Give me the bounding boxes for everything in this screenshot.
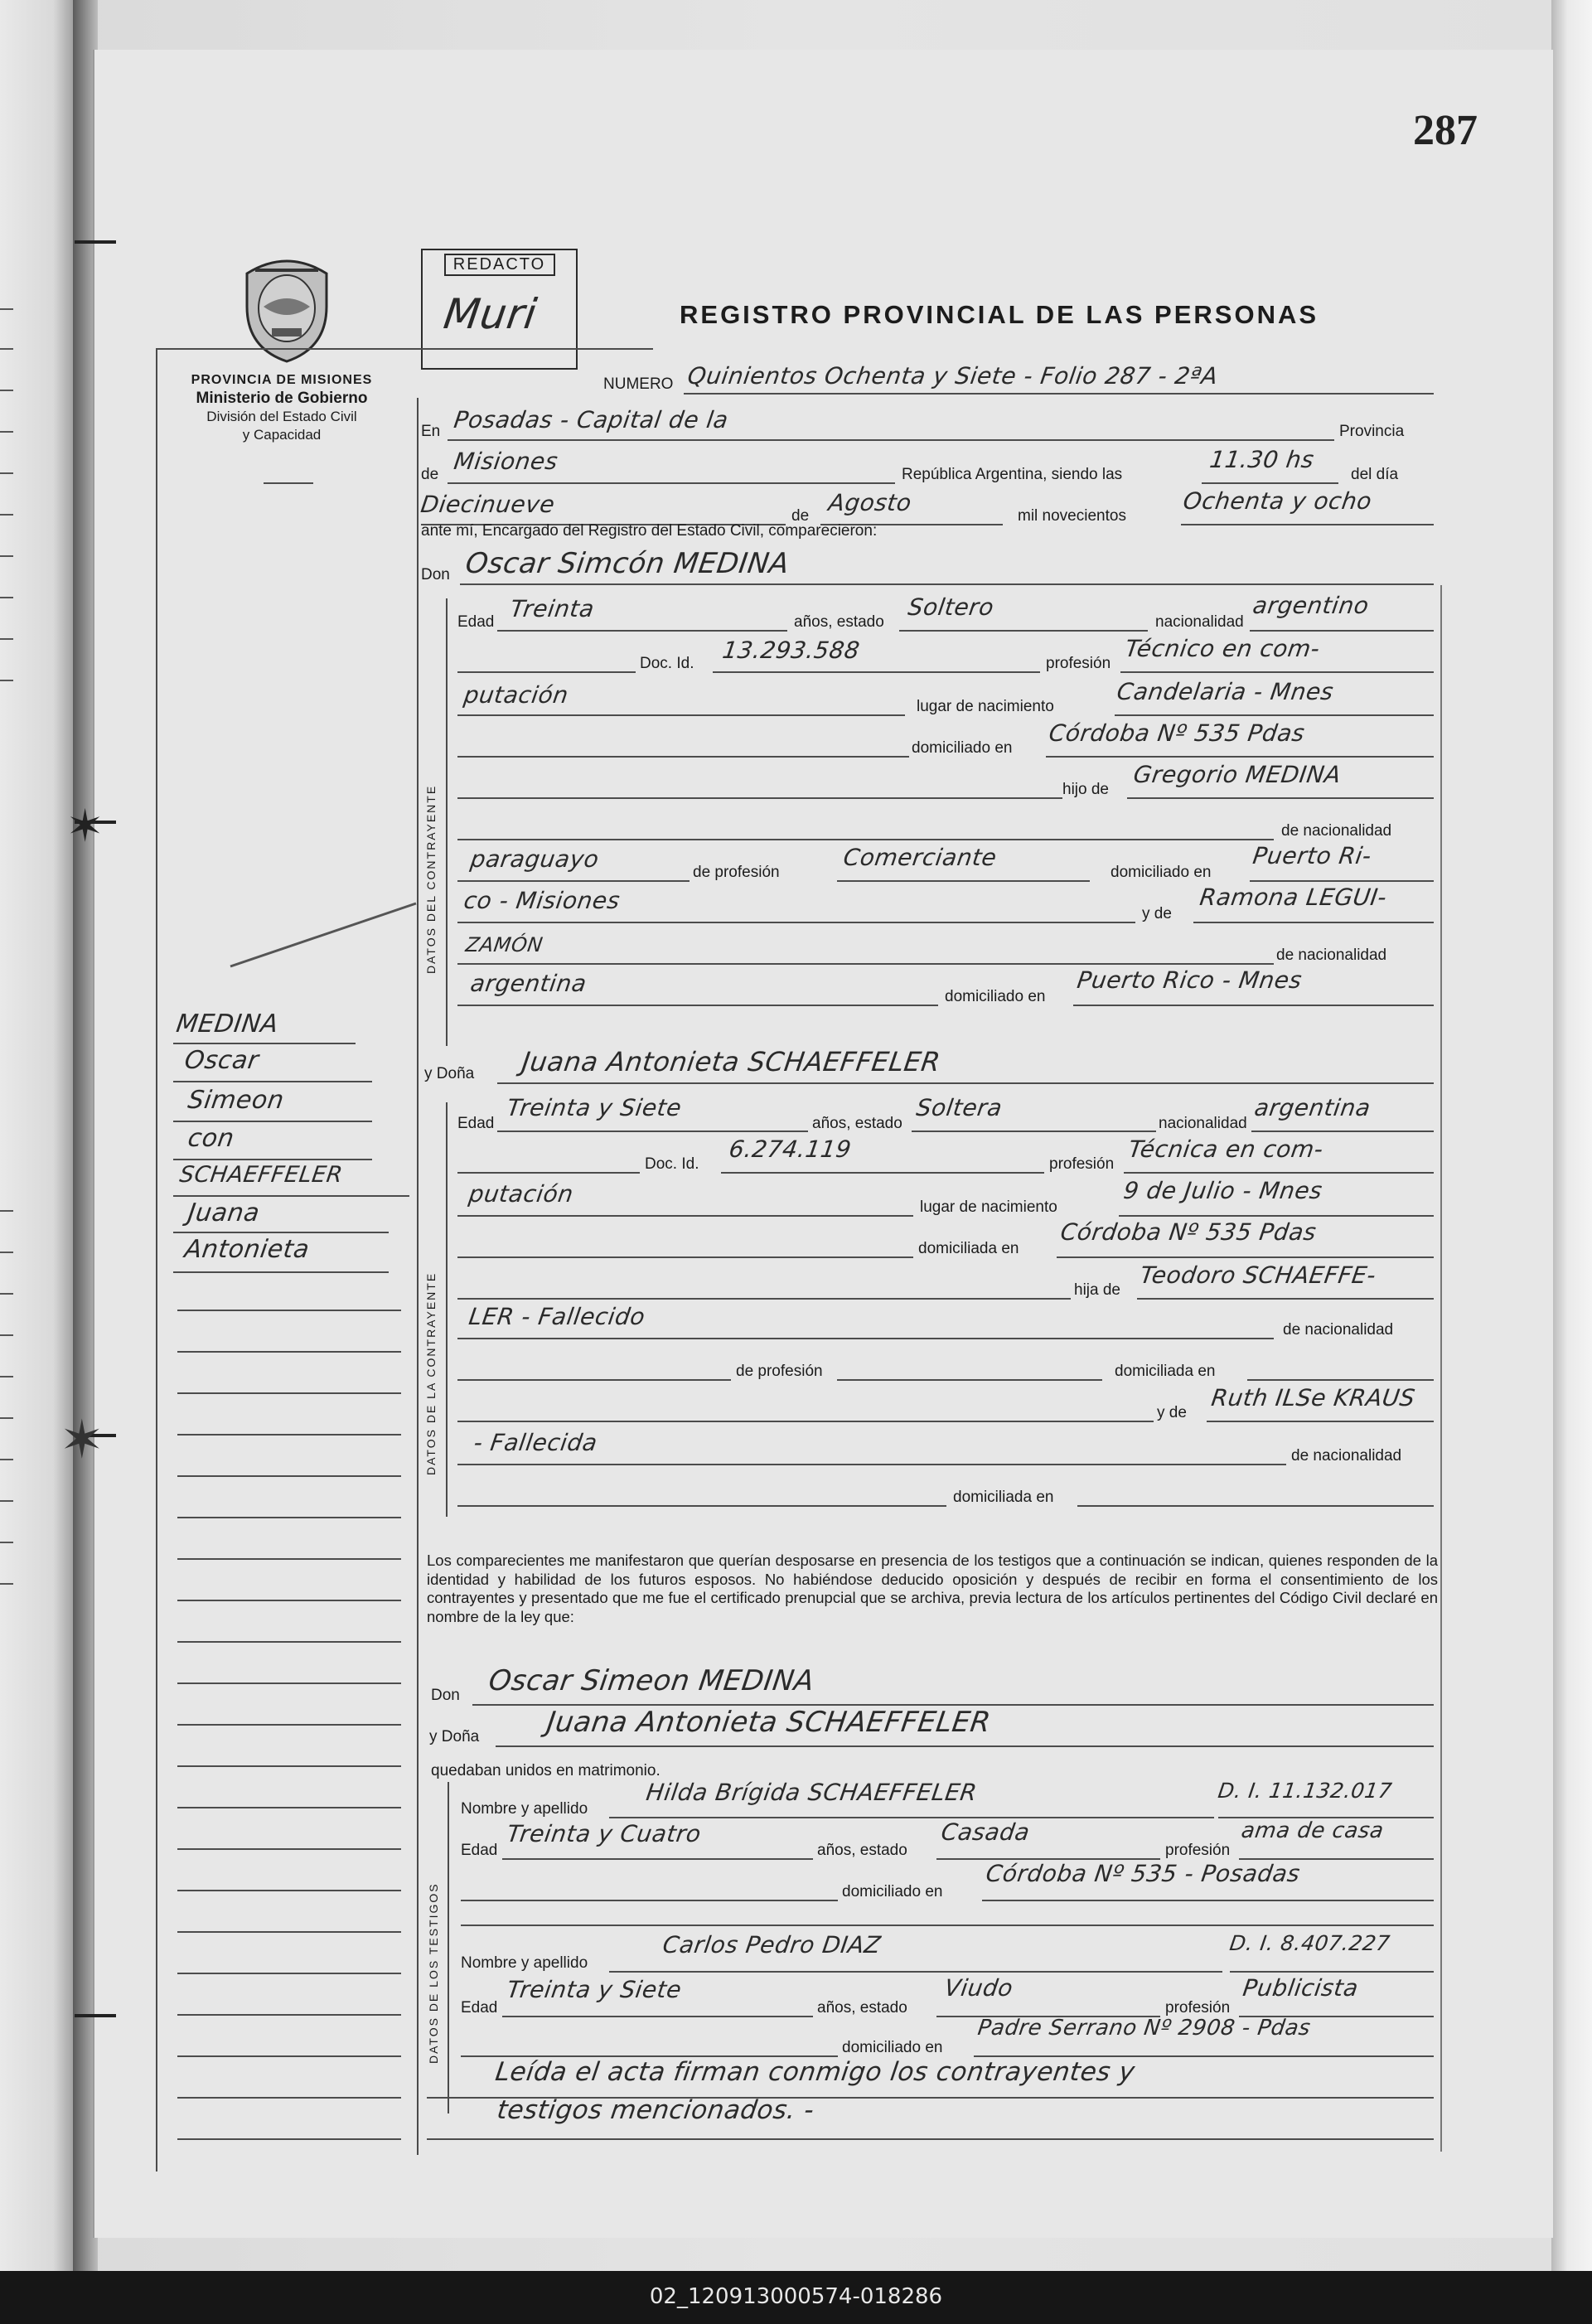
contrayente-padre-domicilio-1: Puerto Ri- [1251, 842, 1374, 869]
f-madre-y-de-label: y de [1157, 1404, 1187, 1421]
lugar-acta-value: Posadas - Capital de la [452, 406, 730, 433]
f-domicilio-prefix-line [457, 1256, 913, 1258]
f-hija-line [1137, 1298, 1434, 1300]
f-madre-prefix-line [457, 1421, 1154, 1422]
org-subdivision: y Capacidad [242, 427, 322, 443]
page-tick [0, 472, 13, 474]
contrayente-nombre: Oscar Simcón MEDINA [463, 547, 791, 580]
margin-rule [177, 2055, 401, 2057]
t2-edad-label: Edad [461, 1999, 498, 2017]
margin-note-line: Juana [186, 1198, 262, 1227]
t2-anios-estado-label: años, estado [817, 1999, 907, 2017]
f-doc-line [721, 1172, 1044, 1174]
page-tick [0, 1252, 13, 1253]
contrayente-edad: Treinta [508, 595, 597, 622]
testigo2-profesion: Publicista [1241, 1974, 1361, 2002]
t1-anios-estado-label: años, estado [817, 1842, 907, 1859]
margin-note-rule [173, 1271, 389, 1273]
lugar-nacimiento-label: lugar de nacimiento [917, 698, 1054, 715]
numero-label: NUMERO [603, 375, 674, 393]
f-lugar-line [1119, 1215, 1434, 1217]
header-rule [156, 348, 653, 350]
doc-label: Doc. Id. [640, 655, 694, 672]
margin-note-line: Oscar [182, 1046, 261, 1075]
right-margin-rule [1440, 585, 1442, 2152]
org-ministry: Ministerio de Gobierno [196, 390, 368, 407]
testigo1-profesion: ama de casa [1239, 1818, 1386, 1843]
decl-dona-line [496, 1745, 1434, 1747]
padre-dom-cont-line [457, 922, 1135, 923]
page-tick [0, 348, 13, 350]
scan-caption-bar [0, 2271, 1592, 2324]
margin-divider-rule [417, 398, 419, 2155]
declaracion-text: Los comparecientes me manifestaron que querían desposarse en presencia de los testigos que a continuación se indican, quienes responden de la identidad y habilidad de los futuros esposos. No habiéndose deducido oposición y después de recibir en forma el consentimiento de los contrayentes y presentado que me fue el certificado prenupcial que se archiva, previa lectura de los artículos pertinentes del Código Civil declaré en nombre de la ley que: [427, 1552, 1438, 1625]
binding-stitch [75, 2014, 116, 2017]
madre-dom-line [1073, 1005, 1434, 1006]
binding-stitch [75, 240, 116, 244]
anio-line [1181, 524, 1434, 525]
dona-label: y Doña [424, 1065, 475, 1082]
testigo1-edad: Treinta y Cuatro [505, 1820, 704, 1847]
contrayente-f-nombre: Juana Antonieta SCHAEFFELER [520, 1046, 943, 1077]
margin-note-line: con [186, 1124, 236, 1153]
page-tick [0, 431, 13, 433]
contrayente-estado: Soltero [906, 593, 996, 621]
page-tick [0, 680, 13, 681]
decl-don-value: Oscar Simeon MEDINA [486, 1664, 817, 1697]
contrayente-f-madre: Ruth ILSe KRAUS [1209, 1384, 1417, 1411]
margin-note-rule [173, 1043, 356, 1044]
f-padre-domicilio-label: domiciliada en [1115, 1363, 1216, 1380]
margin-rule [177, 1682, 401, 1684]
ante-mi-text: ante mí, Encargado del Registro del Estado Civil, comparecieron: [421, 522, 878, 540]
numero-value: Quinientos Ochenta y Siete - Folio 287 - 2ªA [685, 362, 1220, 390]
page-tick [0, 638, 13, 640]
contrayente-f-domicilio: Córdoba Nº 535 Pdas [1058, 1218, 1319, 1246]
hora-line [1202, 482, 1338, 484]
contrayente-f-nacionalidad: argentina [1252, 1094, 1372, 1121]
margin-note-rule [173, 1232, 389, 1233]
en-line [448, 439, 1334, 441]
page-tick [0, 1459, 13, 1460]
de-mes-label: de [791, 507, 810, 525]
t2-dni-line [1230, 1971, 1434, 1973]
margin-rule [177, 1392, 401, 1394]
contrayente-madre-nacionalidad: argentina [468, 970, 588, 997]
contrayente-f-edad: Treinta y Siete [505, 1094, 684, 1121]
t1-dom-prefix-line [461, 1900, 838, 1901]
contrayente-domicilio: Córdoba Nº 535 Pdas [1047, 719, 1307, 747]
contrayente-madre-1: Ramona LEGUI- [1198, 884, 1389, 911]
de-line [448, 482, 895, 484]
decl-dona-value: Juana Antonieta SCHAEFFELER [544, 1706, 994, 1739]
don-label: Don [421, 566, 450, 583]
stamp-signature: Muri [440, 290, 540, 338]
testigo2-domicilio: Padre Serrano Nº 2908 - Pdas [975, 2016, 1313, 2041]
nacionalidad-label: nacionalidad [1155, 613, 1244, 631]
left-page-edge [0, 0, 76, 2271]
testigo2-edad: Treinta y Siete [505, 1976, 684, 2003]
f-profesion-label: profesión [1049, 1155, 1115, 1173]
estado-line [899, 630, 1148, 632]
contrayente-madre-2: ZAMÓN [464, 933, 544, 956]
t2-nombre-line [609, 1971, 1222, 1973]
f-edad-line [497, 1131, 808, 1132]
dona-line [497, 1082, 1434, 1084]
page-tick [0, 390, 13, 391]
lugar-line [1115, 714, 1434, 716]
testigo2-nombre: Carlos Pedro DIAZ [661, 1931, 883, 1958]
margin-rule [177, 1434, 401, 1436]
contrayente-padre-domicilio-2: co - Misiones [462, 887, 622, 914]
document-title: REGISTRO PROVINCIAL DE LAS PERSONAS [680, 300, 1319, 329]
margin-pencil-stroke [224, 895, 423, 978]
f-madre-dom-line [1077, 1505, 1434, 1507]
provincia-value: Misiones [452, 448, 560, 475]
f-edad-label: Edad [457, 1115, 495, 1132]
page-tick [0, 1583, 13, 1585]
f-domicilio-line [1057, 1256, 1434, 1258]
contrayente-madre-domicilio: Puerto Rico - Mnes [1075, 966, 1304, 994]
padre-prof-line [837, 880, 1090, 882]
hora-value: 11.30 hs [1207, 446, 1316, 473]
madre-line [1193, 922, 1434, 923]
don-line [460, 583, 1434, 585]
page-tick [0, 1542, 13, 1543]
page-tick [0, 597, 13, 598]
f-padre-prof-line [837, 1379, 1102, 1381]
margin-rule [177, 2138, 401, 2140]
f-padre-dom-line [1247, 1379, 1434, 1381]
madre-nacionalidad-label: de nacionalidad [1276, 947, 1387, 964]
margin-rule [177, 1765, 401, 1767]
t1-domicilio-line [982, 1900, 1434, 1901]
contrayente-f-profesion-2: putación [467, 1180, 576, 1208]
padre-nacionalidad-label: de nacionalidad [1281, 822, 1392, 840]
profesion-line [1120, 671, 1434, 673]
margin-rule [177, 1475, 401, 1477]
hijo-line [1127, 797, 1434, 799]
padre-dom-line [1250, 880, 1434, 882]
contrayente-nacionalidad: argentino [1251, 592, 1371, 619]
f-nacionalidad-line [1251, 1131, 1434, 1132]
margin-note-rule [173, 1195, 409, 1197]
margin-note-line: Antonieta [182, 1235, 312, 1264]
nacionalidad-line [1250, 630, 1434, 632]
testigo1-estado: Casada [939, 1818, 1032, 1846]
hijo-de-label: hijo de [1062, 781, 1109, 798]
contrayente-padre: Gregorio MEDINA [1131, 761, 1343, 788]
madre-nac-line [457, 1005, 938, 1006]
f-madre-dom-prefix-line [457, 1505, 946, 1507]
page-number: 287 [1413, 107, 1478, 154]
margin-rule [177, 1600, 401, 1601]
contrayente-profesion-2: putación [462, 681, 571, 709]
quedaban-text: quedaban unidos en matrimonio. [431, 1762, 661, 1779]
margin-note-rule [173, 1081, 372, 1082]
testigo1-domicilio: Córdoba Nº 535 - Posadas [984, 1860, 1302, 1887]
margin-rule [177, 1641, 401, 1643]
f-madre-nacionalidad-label: de nacionalidad [1291, 1447, 1402, 1465]
margin-note-rule [173, 1159, 372, 1160]
f-padre-prof-prefix-line [457, 1379, 731, 1381]
coat-of-arms-emblem [239, 249, 335, 365]
testigo1-nombre: Hilda Brígida SCHAEFFELER [644, 1779, 980, 1806]
t1-edad-label: Edad [461, 1842, 498, 1859]
t2-edad-line [502, 2016, 813, 2017]
mes-value: Agosto [826, 489, 914, 516]
t1-edad-line [502, 1858, 813, 1860]
profesion-cont-line [457, 714, 905, 716]
margin-rule [177, 1807, 401, 1808]
t1-nombre-label: Nombre y apellido [461, 1800, 588, 1818]
domicilio-line [1046, 756, 1434, 758]
decl-don-label: Don [431, 1687, 460, 1704]
contrayente-padre-nacionalidad: paraguayo [468, 845, 601, 873]
contrayente-lugar-nacimiento: Candelaria - Mnes [1115, 678, 1336, 705]
margin-rule [177, 1517, 401, 1518]
contrayente-f-section-label: DATOS DE LA CONTRAYENTE [424, 1271, 438, 1475]
redactado-stamp [421, 249, 578, 370]
padre-domicilio-label: domiciliado en [1111, 864, 1212, 881]
page-tick [0, 1376, 13, 1377]
f-padre-profesion-label: de profesión [736, 1363, 823, 1380]
edad-line [497, 630, 787, 632]
f-doc-label: Doc. Id. [645, 1155, 699, 1173]
f-estado-line [912, 1131, 1156, 1132]
contrayente-doc: 13.293.588 [720, 637, 862, 664]
margin-note-line: SCHAEFFELER [177, 1162, 345, 1188]
margin-note-line: MEDINA [174, 1009, 281, 1039]
f-madre-line [1207, 1421, 1434, 1422]
margin-rule [177, 1973, 401, 1974]
page-tick [0, 1293, 13, 1295]
binding-hole-mark: ✶ [66, 801, 104, 851]
padre-nac-prefix-line [457, 839, 1274, 840]
testigos-bracket [448, 1782, 449, 2113]
contrayente-f-bracket [446, 1102, 448, 1517]
testigo1-dni: D. I. 11.132.017 [1216, 1779, 1394, 1803]
doc-prefix-line [457, 671, 636, 673]
margin-note-line: Simeon [186, 1086, 286, 1115]
cierre-linea-2: testigos mencionados. - [495, 2095, 816, 2125]
padre-profesion-label: de profesión [693, 864, 780, 881]
issuing-authority [157, 371, 406, 444]
t2-nombre-label: Nombre y apellido [461, 1954, 588, 1972]
binding-hole-mark: ✶ [60, 1410, 104, 1469]
margin-note-rule [173, 1121, 372, 1122]
edad-label: Edad [457, 613, 495, 631]
profesion-label: profesión [1046, 655, 1111, 672]
org-division: División del Estado Civil [206, 409, 357, 424]
margin-rule [177, 1351, 401, 1353]
contrayente-section-label: DATOS DEL CONTRAYENTE [424, 784, 438, 974]
t1-nombre-line [609, 1817, 1214, 1818]
domicilio-prefix-line [457, 756, 909, 758]
contrayente-f-profesion-1: Técnica en com- [1126, 1135, 1325, 1163]
page-tick [0, 555, 13, 557]
margin-rule [177, 2014, 401, 2016]
f-padre-nac-prefix-line [457, 1338, 1274, 1339]
f-padre-nacionalidad-label: de nacionalidad [1283, 1321, 1394, 1339]
f-domicilio-label: domiciliada en [918, 1240, 1019, 1257]
f-profesion-cont-line [457, 1215, 913, 1217]
madre-domicilio-label: domiciliado en [945, 988, 1046, 1005]
f-madre-domicilio-label: domiciliada en [953, 1489, 1054, 1506]
en-label: En [421, 423, 441, 440]
f-anios-estado-label: años, estado [812, 1115, 902, 1132]
anios-estado-label: años, estado [794, 613, 884, 631]
hijo-prefix-line [457, 797, 1062, 799]
padre-nac-line [457, 880, 690, 882]
contrayente-f-lugar-nacimiento: 9 de Julio - Mnes [1121, 1177, 1324, 1204]
f-lugar-nacimiento-label: lugar de nacimiento [920, 1198, 1057, 1216]
stamp-label: REDACTO [444, 254, 555, 276]
contrayente-f-madre-2: - Fallecida [472, 1429, 599, 1456]
doc-line [713, 671, 1040, 673]
page-tick [0, 1500, 13, 1502]
margin-rule [177, 1558, 401, 1560]
org-province: PROVINCIA DE MISIONES [191, 373, 373, 387]
margin-rule [177, 1310, 401, 1311]
cierre-line-2 [427, 2138, 1434, 2140]
right-page-edge [1551, 0, 1592, 2271]
del-dia-label: del día [1351, 466, 1399, 483]
left-margin-rule [156, 348, 157, 2171]
contrayente-f-padre-2: LER - Fallecido [467, 1303, 647, 1330]
de-label: de [421, 466, 439, 483]
f-hija-prefix-line [457, 1298, 1071, 1300]
contrayente-f-estado: Soltera [914, 1094, 1004, 1121]
margin-rule [177, 2097, 401, 2099]
page-tick [0, 308, 13, 310]
anio-value: Ochenta y ocho [1181, 487, 1374, 515]
testigo2-dni: D. I. 8.407.227 [1227, 1931, 1392, 1955]
madre-cont-line [457, 963, 1274, 965]
republica-label: República Argentina, siendo las [902, 466, 1123, 483]
f-madre-nac-prefix-line [457, 1464, 1286, 1465]
f-doc-prefix-line [457, 1172, 640, 1174]
t2-domicilio-label: domiciliado en [842, 2039, 943, 2056]
t1-profesion-label: profesión [1165, 1842, 1231, 1859]
contrayente-profesion-1: Técnico en com- [1123, 635, 1322, 662]
provincia-label: Provincia [1339, 423, 1405, 440]
scan-filename: 02_120913000574-018286 [649, 2284, 943, 2309]
page-tick [0, 1334, 13, 1336]
cierre-linea-1: Leída el acta firman conmigo los contrayentes y [493, 2057, 1137, 2087]
contrayente-padre-profesion: Comerciante [841, 844, 999, 871]
page-tick [0, 1210, 13, 1212]
testigos-separator [461, 1925, 1434, 1926]
t1-domicilio-label: domiciliado en [842, 1883, 943, 1900]
f-profesion-line [1124, 1172, 1434, 1174]
domicilio-label: domiciliado en [912, 739, 1013, 757]
testigos-section-label: DATOS DE LOS TESTIGOS [427, 1882, 440, 2064]
contrayente-bracket [446, 598, 448, 1046]
t2-profesion-label: profesión [1165, 1999, 1231, 2017]
testigo2-estado: Viudo [942, 1974, 1015, 2002]
madre-y-de-label: y de [1142, 905, 1172, 922]
margin-rule [177, 1890, 401, 1891]
dia-value: Diecinueve [419, 491, 557, 518]
hija-de-label: hija de [1074, 1281, 1120, 1299]
page-tick [0, 1417, 13, 1419]
decl-dona-label: y Doña [429, 1728, 480, 1745]
numero-line [684, 393, 1434, 395]
margin-rule [177, 1931, 401, 1933]
margin-rule [177, 1724, 401, 1726]
page-tick [0, 514, 13, 516]
margin-rule [177, 1848, 401, 1850]
mil-novecientos-label: mil novecientos [1018, 507, 1126, 525]
contrayente-f-padre-1: Teodoro SCHAEFFE- [1138, 1261, 1378, 1289]
f-nacionalidad-label: nacionalidad [1159, 1115, 1247, 1132]
contrayente-f-doc: 6.274.119 [727, 1135, 854, 1163]
org-underline [264, 482, 313, 484]
